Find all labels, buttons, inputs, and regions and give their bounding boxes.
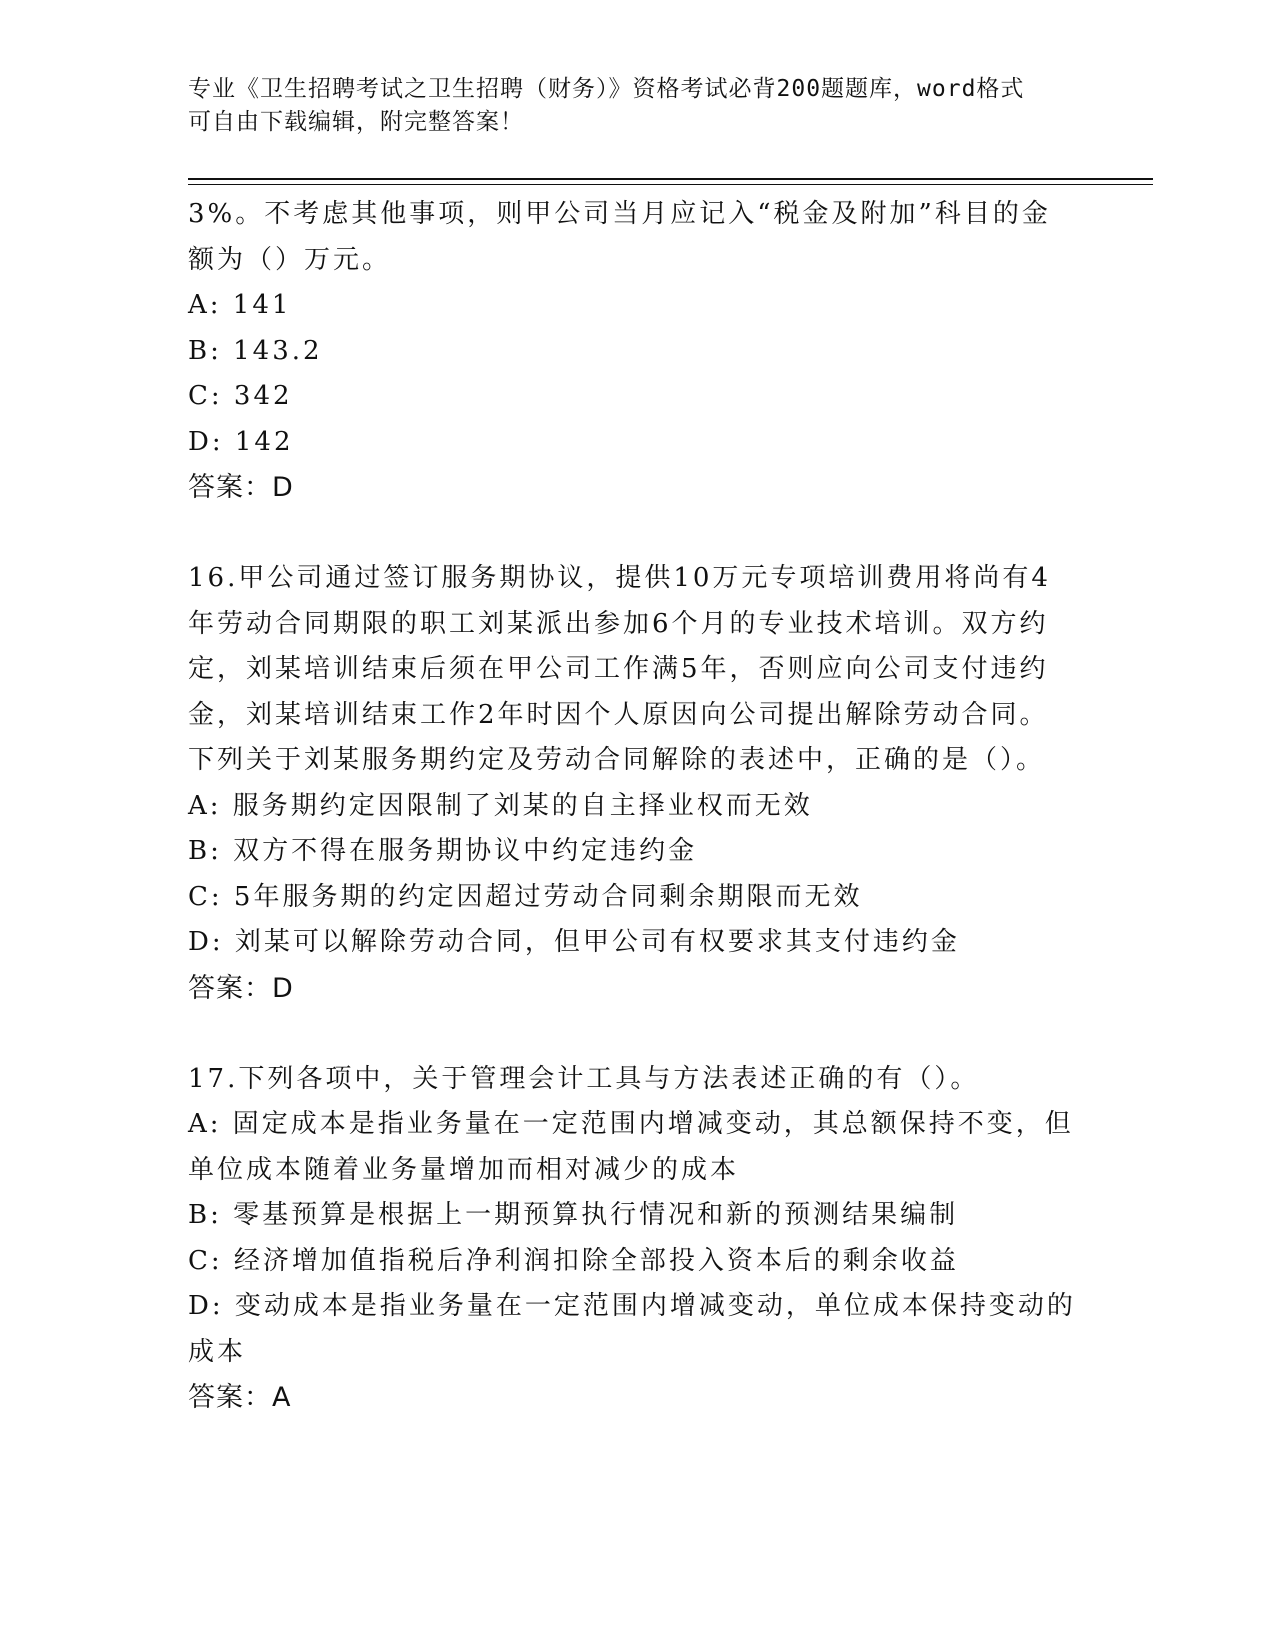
document-body xyxy=(188,192,1088,1421)
question-15-option-d: D: 142 xyxy=(188,426,294,457)
question-17-option-d-line-1: D: 变动成本是指业务量在一定范围内增减变动，单位成本保持变动的 xyxy=(188,1291,1076,1321)
question-15 xyxy=(188,192,1088,511)
question-17-option-a-line-1: A: 固定成本是指业务量在一定范围内增减变动，其总额保持不变，但 xyxy=(188,1109,1074,1139)
question-17-answer: 答案：A xyxy=(188,1382,292,1413)
question-15-option-a: A: 141 xyxy=(188,290,292,320)
question-16-option-a: A: 服务期约定因限制了刘某的自主择业权而无效 xyxy=(188,790,813,821)
question-16-stem-line-4: 金，刘某培训结束工作2年时因个人原因向公司提出解除劳动合同。 xyxy=(188,699,1049,730)
question-16-stem-line-1: 16.甲公司通过签订服务期协议，提供10万元专项培训费用将尚有4 xyxy=(188,563,1051,593)
question-16-option-b: B: 双方不得在服务期协议中约定违约金 xyxy=(188,836,698,866)
question-15-stem-line-2: 额为（）万元。 xyxy=(188,244,392,275)
question-16 xyxy=(188,556,1088,1011)
question-16-option-d: D: 刘某可以解除劳动合同，但甲公司有权要求其支付违约金 xyxy=(188,927,960,957)
question-16-option-c: C: 5年服务期的约定因超过劳动合同剩余期限而无效 xyxy=(188,881,863,912)
header-rule-thin xyxy=(188,184,1153,185)
question-17-option-c: C: 经济增加值指税后净利润扣除全部投入资本后的剩余收益 xyxy=(188,1245,959,1276)
question-16-answer: 答案：D xyxy=(188,972,294,1004)
question-15-option-b: B: 143.2 xyxy=(188,335,323,366)
question-17-option-a-line-2: 单位成本随着业务量增加而相对减少的成本 xyxy=(188,1154,740,1185)
header-line-2: 可自由下载编辑，附完整答案！ xyxy=(188,109,524,135)
question-15-answer: 答案：D xyxy=(188,472,294,503)
header-line-1: 专业《卫生招聘考试之卫生招聘（财务）》资格考试必背200题题库，word格式 xyxy=(188,76,1025,102)
question-spacer xyxy=(188,1011,1088,1057)
question-17-stem-line-1: 17.下列各项中，关于管理会计工具与方法表述正确的有（）。 xyxy=(188,1063,980,1094)
question-16-stem-line-5: 下列关于刘某服务期约定及劳动合同解除的表述中，正确的是（）。 xyxy=(188,745,1046,775)
question-15-stem-line-1: 3%。不考虑其他事项，则甲公司当月应记入“税金及附加”科目的金 xyxy=(188,199,1051,229)
question-17-option-b: B: 零基预算是根据上一期预算执行情况和新的预测结果编制 xyxy=(188,1200,959,1230)
question-16-stem-line-2: 年劳动合同期限的职工刘某派出参加6个月的专业技术培训。双方约 xyxy=(188,608,1049,639)
question-17-option-d-line-2: 成本 xyxy=(188,1336,247,1367)
question-16-stem-line-3: 定，刘某培训结束后须在甲公司工作满5年，否则应向公司支付违约 xyxy=(188,654,1049,684)
question-spacer xyxy=(188,511,1088,557)
question-17 xyxy=(188,1057,1088,1421)
page-header xyxy=(188,73,1088,139)
question-15-option-c: C: 342 xyxy=(188,381,293,411)
header-rule-thick xyxy=(188,178,1153,180)
